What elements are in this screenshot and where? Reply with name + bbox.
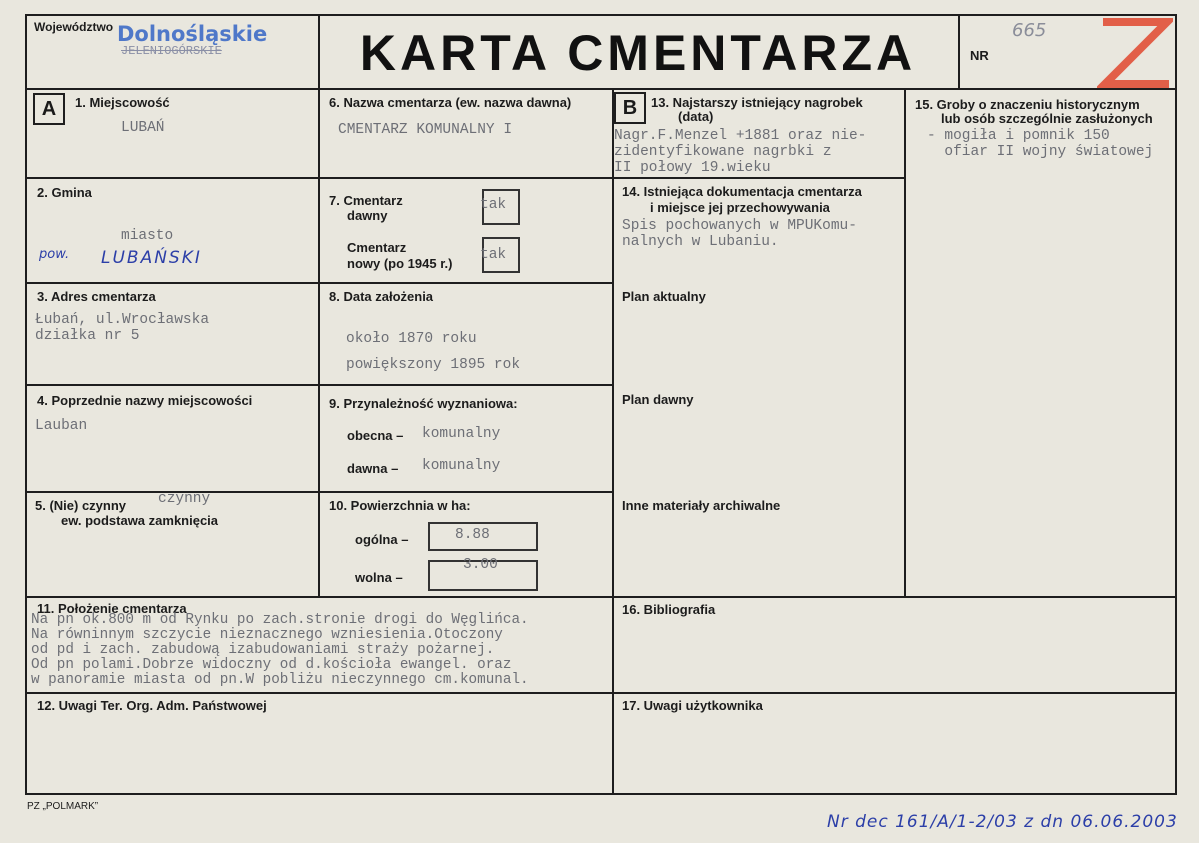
f10-wolna-value: 3.00 xyxy=(463,557,498,573)
f7-nowy-label-1: Cmentarz xyxy=(347,240,407,255)
f7-label: 7. Cmentarz xyxy=(329,193,403,208)
f9-dawna-label: dawna – xyxy=(347,461,399,476)
f15-label-2: lub osób szczególnie zasłużonych xyxy=(941,111,1153,126)
red-z-stamp xyxy=(1097,14,1173,90)
f15-label-1: 15. Groby o znaczeniu historycznym xyxy=(915,97,1140,112)
f14-label-1: 14. Istniejąca dokumentacja cmentarza xyxy=(622,184,862,199)
printer-imprint: PZ „POLMARK” xyxy=(27,801,99,812)
f2-label: 2. Gmina xyxy=(37,185,92,200)
f17-label: 17. Uwagi użytkownika xyxy=(622,698,763,713)
f15-value: - mogiła i pomnik 150 ofiar II wojny światowej xyxy=(927,128,1154,160)
section-a-badge: A xyxy=(33,93,65,125)
f8-label: 8. Data założenia xyxy=(329,289,434,304)
f3-value: Łubań, ul.Wrocławska działka nr 5 xyxy=(35,312,210,344)
f9-obecna-value: komunalny xyxy=(422,426,501,442)
f6-value: CMENTARZ KOMUNALNY I xyxy=(338,122,513,138)
f7-nowy-label-2: nowy (po 1945 r.) xyxy=(347,256,453,271)
header-divider xyxy=(25,88,1177,90)
divider-row-6 xyxy=(25,692,1177,694)
plan-aktualny-label: Plan aktualny xyxy=(622,289,706,304)
f9-dawna-value: komunalny xyxy=(422,458,501,474)
f10-label: 10. Powierzchnia w ha: xyxy=(329,498,471,513)
nr-label: NR xyxy=(970,48,989,63)
f12-label: 12. Uwagi Ter. Org. Adm. Państwowej xyxy=(37,698,267,713)
f5-label-2: ew. podstawa zamknięcia xyxy=(61,513,219,528)
wojewodztwo-label: Województwo xyxy=(34,20,114,34)
f16-label: 16. Bibliografia xyxy=(622,602,716,617)
wojewodztwo-crossed: JELENIOGÓRSKIE xyxy=(121,44,222,58)
border-bottom xyxy=(25,793,1177,795)
nr-value: 665 xyxy=(1012,20,1047,41)
card-title: KARTA CMENTARZA xyxy=(359,25,917,81)
f5-label-1: 5. (Nie) czynny xyxy=(35,498,127,513)
f2-value: miasto xyxy=(121,228,174,244)
f4-value: Lauban xyxy=(35,418,88,434)
divider-row-5 xyxy=(25,596,1177,598)
f7-dawny-value: tak xyxy=(480,197,507,213)
f1-value: LUBAŃ xyxy=(121,120,165,136)
f9-obecna-label: obecna – xyxy=(347,428,404,443)
f6-label: 6. Nazwa cmentarza (ew. nazwa dawna) xyxy=(329,95,572,110)
f10-ogolna-value: 8.88 xyxy=(455,527,490,543)
f11-label: 11. Położenie cmentarza xyxy=(37,601,187,616)
f2-pow-prefix: pow. xyxy=(39,247,70,262)
border-top xyxy=(25,14,1177,16)
f10-wolna-label: wolna – xyxy=(355,570,403,585)
col-divider-bc xyxy=(612,88,614,795)
f8-value-2: powiększony 1895 rok xyxy=(346,357,521,373)
f3-label: 3. Adres cmentarza xyxy=(37,289,156,304)
f13-label-1: 13. Najstarszy istniejący nagrobek xyxy=(651,95,863,110)
border-left xyxy=(25,14,27,795)
f14-value: Spis pochowanych w MPUKomu- nalnych w Lubaniu. xyxy=(622,218,857,250)
f10-ogolna-label: ogólna – xyxy=(355,532,409,547)
inne-materialy-label: Inne materiały archiwalne xyxy=(622,498,781,513)
f5-value: czynny xyxy=(158,491,211,507)
plan-dawny-label: Plan dawny xyxy=(622,392,694,407)
f13-value: Nagr.F.Menzel +1881 oraz nie- zidentyfikowane nagrbki z II połowy 19.wieku xyxy=(614,128,867,176)
f2-pow-value: LUBAŃSKI xyxy=(101,248,202,268)
border-right xyxy=(1175,14,1177,795)
decision-note: Nr dec 161/A/1-2/03 z dn 06.06.2003 xyxy=(827,812,1178,832)
f7-nowy-value: tak xyxy=(480,247,507,263)
f9-label: 9. Przynależność wyznaniowa: xyxy=(329,396,518,411)
f7-dawny-label: dawny xyxy=(347,208,388,223)
divider-row-1b xyxy=(612,177,904,179)
header-col-2 xyxy=(958,14,960,90)
wojewodztwo-stamp: Dolnośląskie xyxy=(117,22,268,46)
f4-label: 4. Poprzednie nazwy miejscowości xyxy=(37,393,253,408)
f11-value: Na pn ok.800 m od Rynku po zach.stronie drogi do Węglińca. Na równinnym szczycie nieznacznego wzniesienia.Otoczony od pd i zach. zabudową izabudowaniami straży pożarnej. Od pn polami.Dobrze widoczny od d.kościoła ewangel. oraz w panoramie miasta od pn.W pobliżu nieczynnego cm.komunal. xyxy=(31,612,529,688)
f1-label: 1. Miejscowość xyxy=(75,95,170,110)
col-divider-ab xyxy=(318,88,320,598)
section-b-badge: B xyxy=(614,92,646,124)
col-divider-cd xyxy=(904,88,906,598)
f14-label-2: i miejsce jej przechowywania xyxy=(650,200,830,215)
f8-value-1: około 1870 roku xyxy=(346,331,477,347)
f13-label-2: (data) xyxy=(678,109,714,124)
